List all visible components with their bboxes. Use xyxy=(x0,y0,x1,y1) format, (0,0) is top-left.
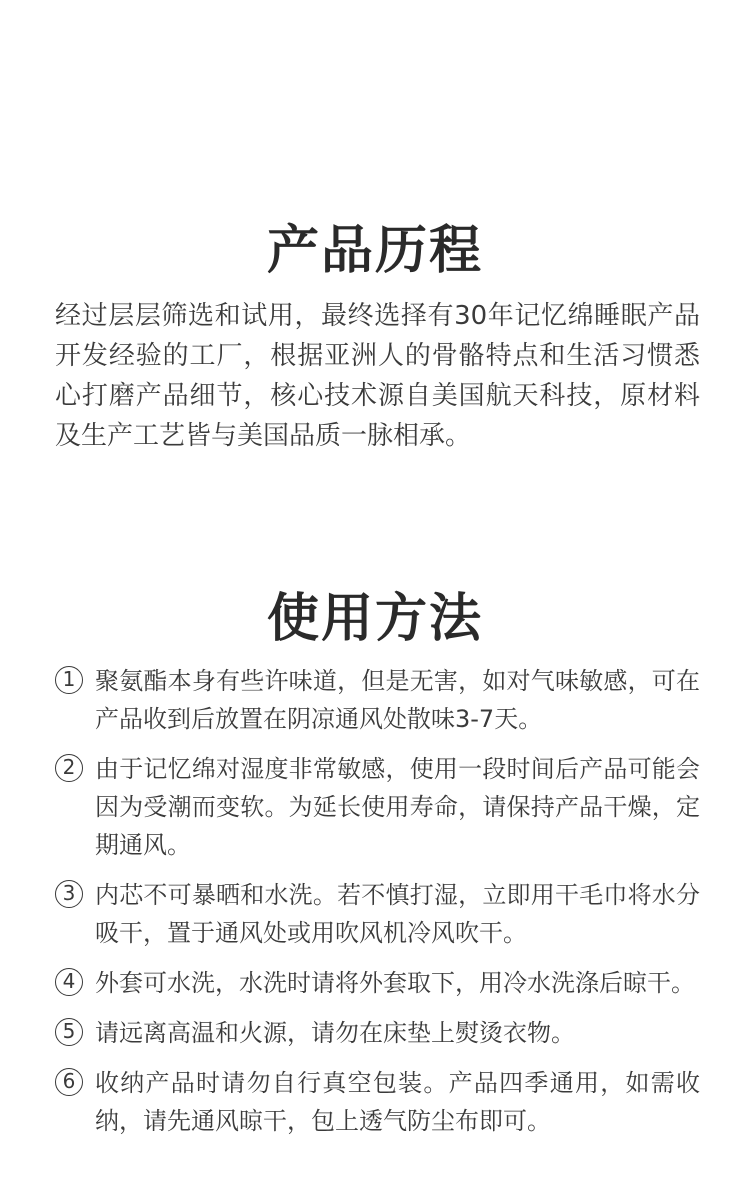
circled-number: 3 xyxy=(55,880,83,908)
usage-item xyxy=(55,1014,700,1052)
circled-number: 1 xyxy=(55,666,83,694)
circled-number: 6 xyxy=(55,1068,83,1096)
usage-item-text: 外套可水洗，水洗时请将外套取下，用冷水洗涤后晾干。 xyxy=(95,969,695,997)
history-title: 产品历程 xyxy=(266,220,483,281)
usage-item-text: 收纳产品时请勿自行真空包装。产品四季通用，如需收纳，请先通风晾干，包上透气防尘布即可。 xyxy=(95,1069,700,1135)
usage-item xyxy=(55,876,700,952)
usage-item xyxy=(55,1064,700,1140)
usage-item-text: 聚氨酯本身有些许味道，但是无害，如对气味敏感，可在产品收到后放置在阴凉通风处散味3-7天。 xyxy=(95,667,700,733)
usage-item xyxy=(55,662,700,738)
history-paragraph: 经过层层筛选和试用，最终选择有30年记忆绵睡眠产品开发经验的工厂，根据亚洲人的骨骼特点和生活习惯悉心打磨产品细节，核心技术源自美国航天科技，原材料及生产工艺皆与美国品质一脉相承。 xyxy=(55,301,700,451)
usage-item-text: 由于记忆绵对湿度非常敏感，使用一段时间后产品可能会因为受潮而变软。为延长使用寿命，请保持产品干燥，定期通风。 xyxy=(95,755,700,859)
circled-number: 5 xyxy=(55,1018,83,1046)
usage-item xyxy=(55,964,700,1002)
circled-number: 2 xyxy=(55,754,83,782)
usage-title: 使用方法 xyxy=(266,588,483,649)
usage-item xyxy=(55,750,700,864)
usage-item-text: 请远离高温和火源，请勿在床垫上熨烫衣物。 xyxy=(95,1019,575,1047)
usage-item-text: 内芯不可暴晒和水洗。若不慎打湿，立即用干毛巾将水分吸干，置于通风处或用吹风机冷风吹干。 xyxy=(95,881,700,947)
usage-list xyxy=(55,662,700,1140)
circled-number: 4 xyxy=(55,968,83,996)
